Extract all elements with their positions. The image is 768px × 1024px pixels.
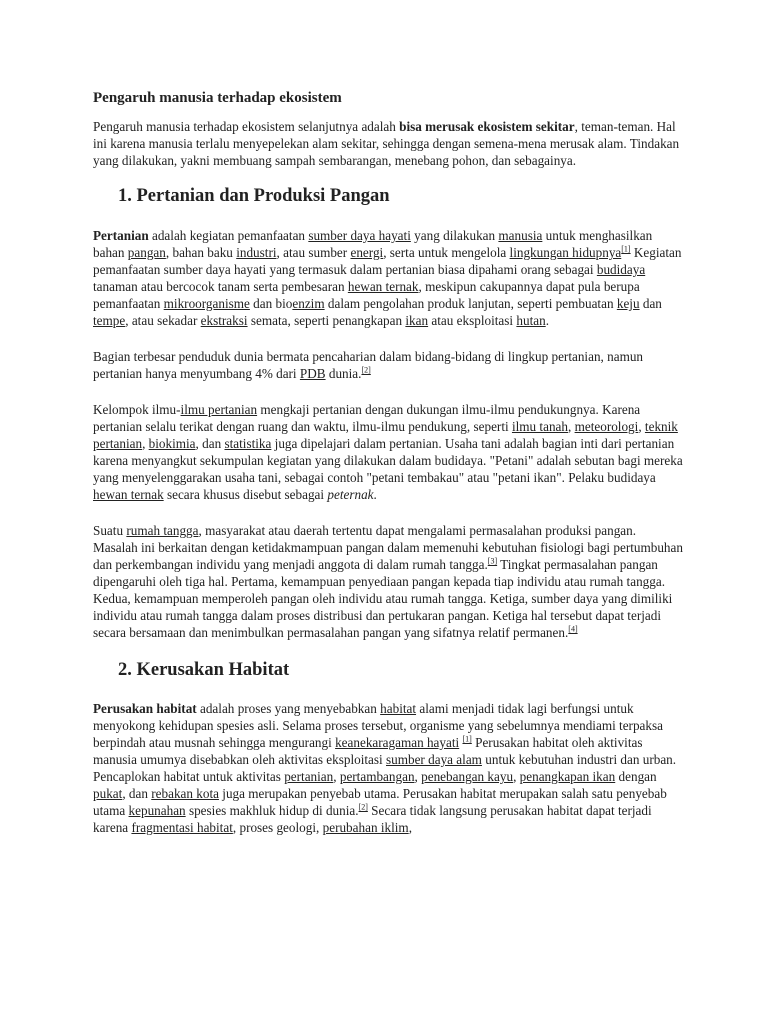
citation-link[interactable]: [2] bbox=[358, 802, 368, 812]
link-penangkapan-ikan[interactable]: penangkapan ikan bbox=[519, 769, 616, 784]
link-enzim[interactable]: enzim bbox=[292, 296, 325, 311]
paragraph-penduduk: Bagian terbesar penduduk dunia bermata pencaharian dalam bidang-bidang di lingkup pertanian, namun pertanian hanya menyumbang 4% dari PDB dunia.[2] bbox=[93, 349, 644, 381]
citation-link[interactable]: [1] bbox=[621, 244, 631, 254]
link-ekstraksi[interactable]: ekstraksi bbox=[200, 313, 248, 328]
link-meteorologi[interactable]: meteorologi bbox=[574, 419, 639, 434]
link-sumber-daya-hayati[interactable]: sumber daya hayati bbox=[308, 228, 411, 243]
link-penebangan-kayu[interactable]: penebangan kayu bbox=[421, 769, 514, 784]
link-pukat[interactable]: pukat bbox=[93, 786, 123, 801]
intro-paragraph: Pengaruh manusia terhadap ekosistem selanjutnya adalah bisa merusak ekosistem sekitar, teman-teman. Hal ini karena manusia terlalu menyepelekan alam sekitar, sehingga dengan semena-mena merusak alam. Tindakan yang dilakukan, yakni membuang sampah sembarangan, menebang pohon, dan sebagainya. bbox=[93, 119, 680, 168]
link-pertanian[interactable]: pertanian bbox=[284, 769, 334, 784]
link-statistika[interactable]: statistika bbox=[224, 436, 272, 451]
link-industri[interactable]: industri bbox=[236, 245, 277, 260]
link-fragmentasi-habitat[interactable]: fragmentasi habitat bbox=[131, 820, 233, 835]
citation-link[interactable]: [4] bbox=[568, 624, 578, 634]
section-heading-pertanian: 1. Pertanian dan Produksi Pangan bbox=[118, 186, 390, 206]
link-rumah-tangga[interactable]: rumah tangga bbox=[126, 523, 199, 538]
link-pdb[interactable]: PDB bbox=[299, 366, 326, 381]
link-pangan[interactable]: pangan bbox=[127, 245, 166, 260]
paragraph-pertanian: Pertanian adalah kegiatan pemanfaatan sumber daya hayati yang dilakukan manusia untuk menghasilkan bahan pangan, bahan baku industri, atau sumber energi, serta untuk mengelola lingkungan hidupnya[1] Kegiatan pemanfaatan sumber daya hayati yang termasuk dalam pertanian biasa dipahami orang sebagai budidaya tanaman atau bercocok tanam serta pembesaran hewan ternak, meskipun cakupannya dapat pula berupa pemanfaatan mikroorganisme dan bioenzim dalam pengolahan produk lanjutan, seperti pembuatan keju dan tempe, atau sekadar ekstraksi semata, seperti penangkapan ikan atau eksploitasi hutan. bbox=[93, 228, 682, 328]
link-rebakan-kota[interactable]: rebakan kota bbox=[151, 786, 219, 801]
link-ikan[interactable]: ikan bbox=[405, 313, 429, 328]
citation-link[interactable]: [3] bbox=[487, 556, 498, 566]
link-lingkungan-hidupnya[interactable]: lingkungan hidupnya bbox=[509, 245, 622, 260]
link-hewan-ternak[interactable]: hewan ternak bbox=[93, 487, 164, 502]
link-sumber-daya-alam[interactable]: sumber daya alam bbox=[386, 752, 482, 767]
link-keanekaragaman-hayati[interactable]: keanekaragaman hayati bbox=[335, 735, 460, 750]
link-kepunahan[interactable]: kepunahan bbox=[128, 803, 186, 818]
link-perubahan-iklim[interactable]: perubahan iklim bbox=[322, 820, 409, 835]
section-heading-kerusakan-habitat: 2. Kerusakan Habitat bbox=[118, 660, 290, 680]
link-tempe[interactable]: tempe bbox=[93, 313, 126, 328]
paragraph-rumah-tangga: Suatu rumah tangga, masyarakat atau daerah tertentu dapat mengalami permasalahan produksi pangan. Masalah ini berkaitan dengan ketidakmampuan pangan dalam memenuhi kebutuhan fisiologi bagi pertumbuhan dan perkembangan individu yang menjadi anggota di dalam rumah tangga.[3] Tingkat permasalahan pangan dipengaruhi oleh tiga hal. Pertama, kemampuan penyediaan pangan kepada tiap individu atau rumah tangga. Kedua, kemampuan memperoleh pangan oleh individu atau rumah tangga. Ketiga, sumber daya yang dimiliki individu atau rumah tangga dalam proses distribusi dan pertukaran pangan. Ketiga hal tersebut dapat terjadi secara bersamaan dan menimbulkan permasalahan pangan yang sifatnya relatif permanen.[4] bbox=[93, 523, 683, 640]
citation-link[interactable]: [2] bbox=[361, 365, 371, 375]
link-teknik-pertanian[interactable]: teknik pertanian bbox=[93, 419, 678, 451]
page-title: Pengaruh manusia terhadap ekosistem bbox=[93, 90, 342, 106]
link-energi[interactable]: energi bbox=[350, 245, 384, 260]
link-hutan[interactable]: hutan bbox=[516, 313, 546, 328]
link-ilmu-pertanian[interactable]: ilmu pertanian bbox=[180, 402, 258, 417]
link-habitat[interactable]: habitat bbox=[380, 701, 417, 716]
paragraph-ilmu-pertanian: Kelompok ilmu-ilmu pertanian mengkaji pertanian dengan dukungan ilmu-ilmu pendukungnya. Karena pertanian selalu terikat dengan ruang dan waktu, ilmu-ilmu pendukung, seperti ilmu tanah, meteorologi, teknik pertanian, biokimia, dan statistika juga dipelajari dalam pertanian. Usaha tani adalah bagian inti dari pertanian karena menyangkut sekumpulan kegiatan yang dilakukan dalam budidaya. "Petani" adalah sebutan bagi mereka yang menyelenggarakan usaha tani, sebagai contoh "petani tembakau" atau "petani ikan". Pelaku budidaya hewan ternak secara khusus disebut sebagai peternak. bbox=[93, 402, 683, 502]
link-hewan-ternak[interactable]: hewan ternak bbox=[347, 279, 419, 294]
link-ilmu-tanah[interactable]: ilmu tanah bbox=[511, 419, 568, 434]
link-budidaya[interactable]: budidaya bbox=[596, 262, 646, 277]
link-mikroorganisme[interactable]: mikroorganisme bbox=[163, 296, 250, 311]
paragraph-perusakan-habitat: Perusakan habitat adalah proses yang menyebabkan habitat alami menjadi tidak lagi berfungsi untuk menyokong kehidupan spesies asli. Selama proses tersebut, organisme yang sebelumnya mendiami terpaksa berpindah atau musnah sehingga mengurangi keanekaragaman hayati [1] Perusakan habitat oleh aktivitas manusia umumya disebabkan oleh aktivitas eksploitasi sumber daya alam untuk kebutuhan industri dan urban. Pencaplokan habitat untuk aktivitas pertanian, pertambangan, penebangan kayu, penangkapan ikan dengan pukat, dan rebakan kota juga merupakan penyebab utama. Perusakan habitat merupakan salah satu penyebab utama kepunahan spesies makhluk hidup di dunia.[2] Secara tidak langsung perusakan habitat dapat terjadi karena fragmentasi habitat, proses geologi, perubahan iklim, bbox=[93, 701, 677, 835]
link-pertambangan[interactable]: pertambangan bbox=[339, 769, 415, 784]
link-biokimia[interactable]: biokimia bbox=[148, 436, 196, 451]
link-manusia[interactable]: manusia bbox=[498, 228, 543, 243]
link-keju[interactable]: keju bbox=[616, 296, 640, 311]
article bbox=[93, 88, 683, 836]
citation-link[interactable]: [1] bbox=[462, 734, 472, 744]
